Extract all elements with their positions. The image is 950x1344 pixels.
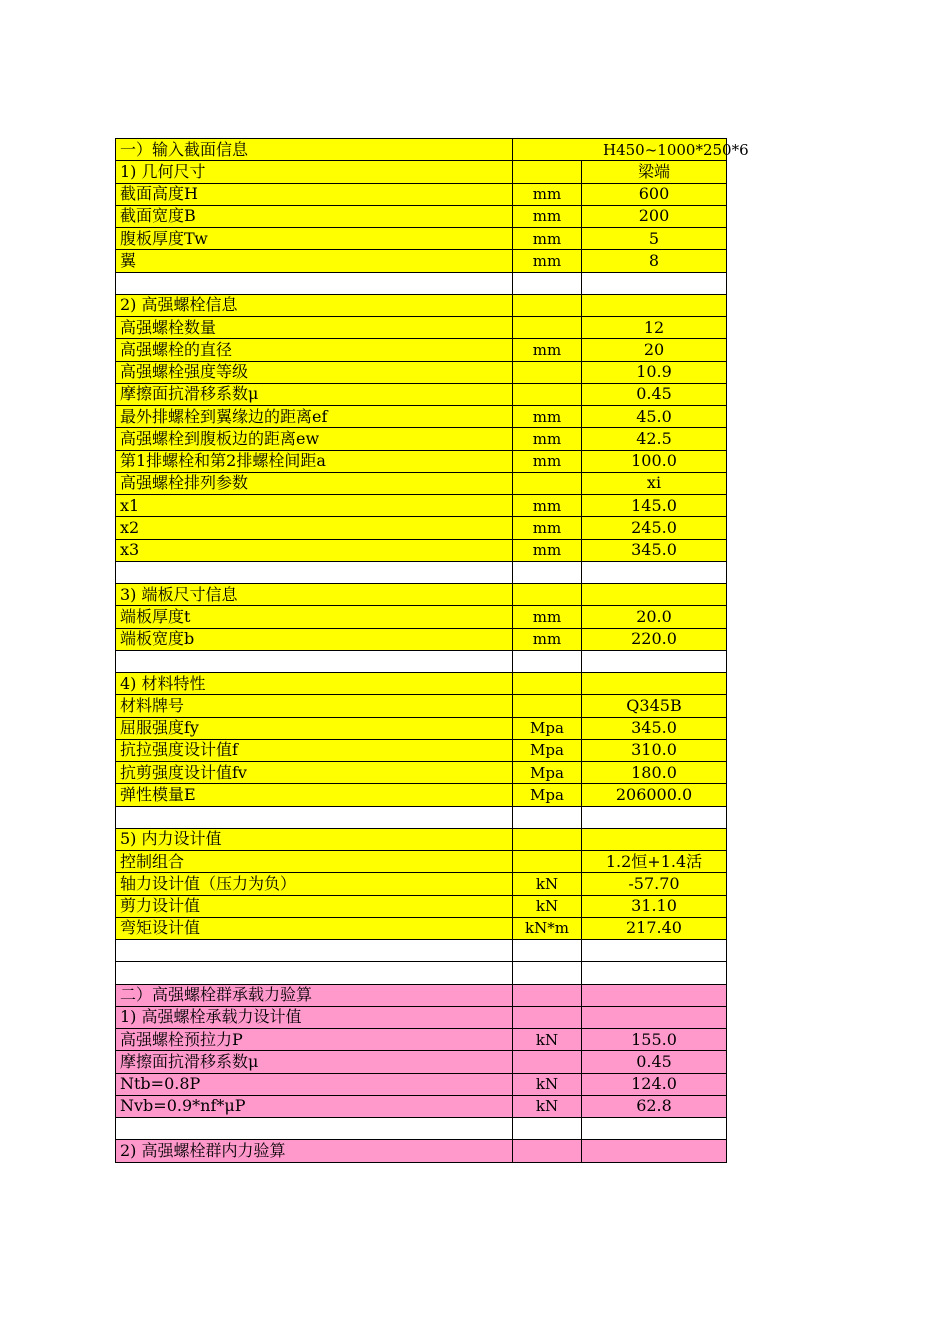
row-unit-cell[interactable] (513, 1118, 582, 1140)
section-header-value-cell[interactable] (513, 139, 749, 161)
row-label-cell[interactable]: 2) 高强螺栓群内力验算 (116, 1140, 513, 1162)
row-label-cell[interactable]: 屈服强度fy (116, 717, 513, 739)
calculation-sheet (115, 138, 749, 1163)
row-label-cell[interactable]: 1) 高强螺栓承载力设计值 (116, 1006, 513, 1028)
sheet-row (116, 1006, 727, 1028)
row-unit-cell[interactable]: kN (513, 1095, 582, 1117)
row-value-cell[interactable]: 200 (582, 205, 727, 227)
row-value-cell[interactable]: 180.0 (582, 762, 727, 784)
row-unit-cell[interactable] (513, 317, 582, 339)
row-label-cell[interactable]: 材料牌号 (116, 695, 513, 717)
row-unit-cell[interactable]: Mpa (513, 762, 582, 784)
row-unit-cell[interactable] (513, 272, 582, 294)
row-value-cell[interactable] (582, 272, 727, 294)
sheet-row (116, 161, 727, 183)
row-value-cell[interactable]: 42.5 (582, 428, 727, 450)
row-value-cell[interactable]: 梁端 (582, 161, 727, 183)
row-label-cell[interactable] (116, 272, 513, 294)
row-unit-cell[interactable]: kN (513, 1029, 582, 1051)
sheet-row (116, 250, 727, 272)
row-unit-cell[interactable] (513, 984, 582, 1006)
row-label-cell[interactable]: 高强螺栓到腹板边的距离ew (116, 428, 513, 450)
sheet-row (116, 784, 727, 806)
row-label-cell[interactable]: 4) 材料特性 (116, 673, 513, 695)
row-label-cell[interactable] (116, 962, 513, 984)
row-value-cell[interactable]: 1.2恒+1.4活 (582, 851, 727, 873)
row-value-cell[interactable]: 217.40 (582, 917, 727, 939)
row-value-cell[interactable]: 220.0 (582, 628, 727, 650)
sheet-row (116, 695, 727, 717)
sheet-row (116, 873, 727, 895)
row-unit-cell[interactable]: mm (513, 450, 582, 472)
row-label-cell[interactable]: 高强螺栓数量 (116, 317, 513, 339)
row-unit-cell[interactable] (513, 673, 582, 695)
sheet-row (116, 984, 727, 1006)
row-value-cell[interactable]: 155.0 (582, 1029, 727, 1051)
row-unit-cell[interactable]: kN (513, 1073, 582, 1095)
row-value-cell[interactable]: 8 (582, 250, 727, 272)
row-label-cell[interactable]: 3) 端板尺寸信息 (116, 584, 513, 606)
row-value-cell[interactable] (582, 294, 727, 316)
row-label-cell[interactable]: 截面宽度B (116, 205, 513, 227)
row-label-cell[interactable]: 抗拉强度设计值f (116, 739, 513, 761)
row-unit-cell[interactable] (513, 361, 582, 383)
row-value-cell[interactable]: 145.0 (582, 495, 727, 517)
row-unit-cell[interactable] (513, 294, 582, 316)
row-unit-cell[interactable]: mm (513, 406, 582, 428)
sheet-row (116, 228, 727, 250)
row-unit-cell[interactable] (513, 561, 582, 583)
row-unit-cell[interactable]: mm (513, 495, 582, 517)
row-value-cell[interactable]: 345.0 (582, 539, 727, 561)
sheet-row (116, 428, 727, 450)
row-value-cell[interactable]: 0.45 (582, 383, 727, 405)
row-unit-cell[interactable] (513, 828, 582, 850)
row-unit-cell[interactable]: mm (513, 428, 582, 450)
row-value-cell[interactable] (582, 962, 727, 984)
row-unit-cell[interactable] (513, 584, 582, 606)
row-label-cell[interactable]: 抗剪强度设计值fv (116, 762, 513, 784)
row-unit-cell[interactable]: kN*m (513, 917, 582, 939)
row-unit-cell[interactable]: mm (513, 205, 582, 227)
row-unit-cell[interactable] (513, 1051, 582, 1073)
sheet-row (116, 940, 727, 962)
row-label-cell[interactable]: 二）高强螺栓群承载力验算 (116, 984, 513, 1006)
row-value-cell[interactable] (582, 828, 727, 850)
row-label-cell[interactable]: 高强螺栓预拉力P (116, 1029, 513, 1051)
row-value-cell[interactable] (582, 1140, 727, 1162)
row-value-cell[interactable]: 31.10 (582, 895, 727, 917)
sheet-row (116, 673, 727, 695)
row-label-cell[interactable]: 轴力设计值（压力为负） (116, 873, 513, 895)
sheet-row (116, 383, 727, 405)
row-unit-cell[interactable] (513, 806, 582, 828)
row-value-cell[interactable]: 124.0 (582, 1073, 727, 1095)
row-unit-cell[interactable]: mm (513, 339, 582, 361)
row-label-cell[interactable] (116, 940, 513, 962)
sheet-row (116, 1029, 727, 1051)
row-label-cell[interactable] (116, 1118, 513, 1140)
row-value-cell[interactable]: 10.9 (582, 361, 727, 383)
row-label-cell[interactable]: 弹性模量E (116, 784, 513, 806)
row-value-cell[interactable] (582, 1118, 727, 1140)
sheet-row (116, 317, 727, 339)
row-value-cell[interactable]: 310.0 (582, 739, 727, 761)
row-unit-cell[interactable] (513, 940, 582, 962)
row-unit-cell[interactable] (513, 1006, 582, 1028)
row-value-cell[interactable]: 45.0 (582, 406, 727, 428)
row-label-cell[interactable]: 最外排螺栓到翼缘边的距离ef (116, 406, 513, 428)
row-value-cell[interactable]: 345.0 (582, 717, 727, 739)
row-value-cell[interactable]: 20.0 (582, 606, 727, 628)
row-label-cell[interactable]: 高强螺栓排列参数 (116, 472, 513, 494)
sheet-row (116, 472, 727, 494)
row-label-cell[interactable]: 第1排螺栓和第2排螺栓间距a (116, 450, 513, 472)
sheet-row (116, 917, 727, 939)
row-label-cell[interactable]: 控制组合 (116, 851, 513, 873)
row-unit-cell[interactable] (513, 962, 582, 984)
row-unit-cell[interactable] (513, 1140, 582, 1162)
row-unit-cell[interactable] (513, 695, 582, 717)
sheet-row (116, 450, 727, 472)
row-unit-cell[interactable]: Mpa (513, 717, 582, 739)
row-label-cell[interactable]: 弯矩设计值 (116, 917, 513, 939)
sheet-row (116, 495, 727, 517)
row-value-cell[interactable]: 206000.0 (582, 784, 727, 806)
sheet-row (116, 139, 727, 161)
row-value-cell[interactable]: 20 (582, 339, 727, 361)
row-unit-cell[interactable]: Mpa (513, 784, 582, 806)
row-value-cell[interactable]: 12 (582, 317, 727, 339)
row-label-cell[interactable]: x2 (116, 517, 513, 539)
sheet-row (116, 584, 727, 606)
sheet-row (116, 1118, 727, 1140)
row-value-cell[interactable]: 100.0 (582, 450, 727, 472)
row-label-cell[interactable]: 截面高度H (116, 183, 513, 205)
sheet-row (116, 628, 727, 650)
row-label-cell[interactable]: 一）输入截面信息 (116, 139, 513, 161)
row-label-cell[interactable]: 5) 内力设计值 (116, 828, 513, 850)
row-unit-cell[interactable] (513, 472, 582, 494)
row-value-cell[interactable]: Q345B (582, 695, 727, 717)
sheet-row (116, 1073, 727, 1095)
row-label-cell[interactable]: 腹板厚度Tw (116, 228, 513, 250)
sheet-row (116, 561, 727, 583)
row-unit-cell[interactable]: mm (513, 183, 582, 205)
sheet-row (116, 650, 727, 672)
row-unit-cell[interactable]: mm (513, 606, 582, 628)
row-value-cell[interactable]: 245.0 (582, 517, 727, 539)
row-label-cell[interactable]: 高强螺栓强度等级 (116, 361, 513, 383)
sheet-row (116, 828, 727, 850)
row-value-cell[interactable] (582, 984, 727, 1006)
row-label-cell[interactable]: 摩擦面抗滑移系数μ (116, 1051, 513, 1073)
row-label-cell[interactable]: 1) 几何尺寸 (116, 161, 513, 183)
row-unit-cell[interactable] (513, 161, 582, 183)
row-unit-cell[interactable]: kN (513, 873, 582, 895)
sheet-row (116, 294, 727, 316)
row-value-cell[interactable] (582, 673, 727, 695)
row-label-cell[interactable]: 剪力设计值 (116, 895, 513, 917)
row-label-cell[interactable] (116, 806, 513, 828)
row-label-cell[interactable]: x3 (116, 539, 513, 561)
sheet-row (116, 851, 727, 873)
row-value-cell[interactable] (582, 1006, 727, 1028)
row-label-cell[interactable]: 摩擦面抗滑移系数μ (116, 383, 513, 405)
sheet-body (116, 139, 749, 1163)
row-value-cell[interactable] (582, 806, 727, 828)
row-value-cell[interactable]: 0.45 (582, 1051, 727, 1073)
row-label-cell[interactable] (116, 650, 513, 672)
sheet-row (116, 962, 727, 984)
sheet-row (116, 739, 727, 761)
row-label-cell[interactable] (116, 561, 513, 583)
sheet-row (116, 1051, 727, 1073)
sheet-row (116, 406, 727, 428)
sheet-row (116, 183, 727, 205)
row-label-cell[interactable]: 2) 高强螺栓信息 (116, 294, 513, 316)
sheet-row (116, 606, 727, 628)
sheet-row (116, 517, 727, 539)
row-value-cell[interactable]: 62.8 (582, 1095, 727, 1117)
row-unit-cell[interactable] (513, 650, 582, 672)
sheet-row (116, 806, 727, 828)
row-value-cell[interactable] (582, 584, 727, 606)
row-label-cell[interactable]: 高强螺栓的直径 (116, 339, 513, 361)
row-label-cell[interactable]: Ntb=0.8P (116, 1073, 513, 1095)
row-unit-cell[interactable] (513, 383, 582, 405)
sheet-row (116, 1140, 727, 1162)
sheet-row (116, 717, 727, 739)
row-label-cell[interactable]: 翼 (116, 250, 513, 272)
row-label-cell[interactable]: Nvb=0.9*nf*μP (116, 1095, 513, 1117)
row-unit-cell[interactable]: mm (513, 628, 582, 650)
sheet-row (116, 272, 727, 294)
sheet-row (116, 539, 727, 561)
row-value-cell[interactable]: xi (582, 472, 727, 494)
row-unit-cell[interactable]: Mpa (513, 739, 582, 761)
row-value-cell[interactable] (582, 940, 727, 962)
row-label-cell[interactable]: 端板厚度t (116, 606, 513, 628)
row-unit-cell[interactable]: mm (513, 250, 582, 272)
row-label-cell[interactable]: 端板宽度b (116, 628, 513, 650)
row-unit-cell[interactable]: mm (513, 517, 582, 539)
sheet-row (116, 339, 727, 361)
row-label-cell[interactable]: x1 (116, 495, 513, 517)
row-unit-cell[interactable]: kN (513, 895, 582, 917)
sheet-row (116, 205, 727, 227)
sheet-row (116, 1095, 727, 1117)
row-value-cell[interactable]: 600 (582, 183, 727, 205)
row-unit-cell[interactable]: mm (513, 539, 582, 561)
row-unit-cell[interactable] (513, 851, 582, 873)
section-header-value: H450~1000*250*6 (603, 141, 749, 159)
row-value-cell[interactable] (582, 650, 727, 672)
row-value-cell[interactable]: -57.70 (582, 873, 727, 895)
sheet-row (116, 895, 727, 917)
sheet-row (116, 361, 727, 383)
row-value-cell[interactable] (582, 561, 727, 583)
row-unit-cell[interactable]: mm (513, 228, 582, 250)
row-value-cell[interactable]: 5 (582, 228, 727, 250)
sheet-row (116, 762, 727, 784)
